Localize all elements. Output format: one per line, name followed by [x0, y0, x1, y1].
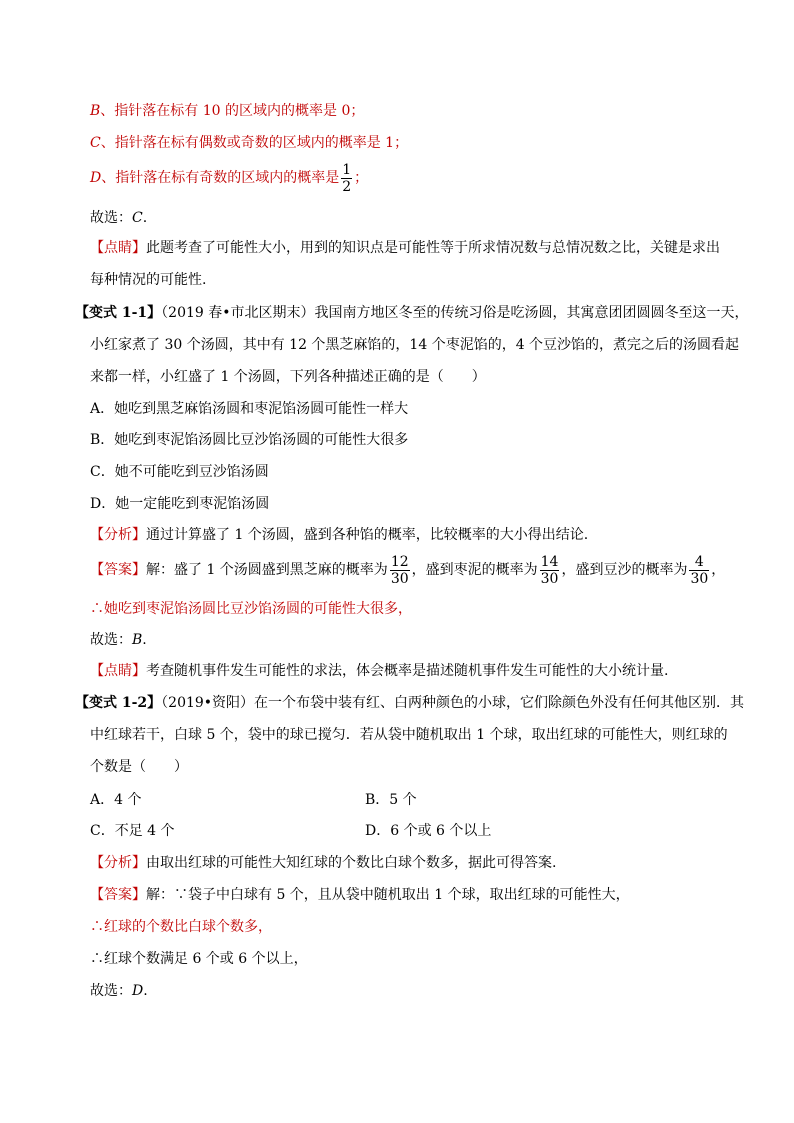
option-letter: B — [90, 103, 101, 119]
fraction-denominator: 30 — [540, 570, 559, 587]
question-11-choose — [90, 630, 147, 650]
question-12-line-3 — [90, 757, 188, 777]
fraction-numerator: 12 — [390, 553, 409, 570]
option-text: 、指针落在标有奇数的区域内的概率是 — [101, 170, 340, 186]
question-text: 小红家煮了 30 个汤圆，其中有 12 个黑芝麻馅的，14 个枣泥馅的，4 个豆沙馅的，煮完之后的汤圆看起 — [90, 337, 740, 353]
comment-tag: 【点睛】 — [90, 663, 146, 679]
choose-letter: B — [132, 632, 143, 648]
option-tail: ； — [354, 170, 369, 186]
comment-text: 每种情况的可能性. — [90, 272, 207, 288]
answer-tag: 【答案】 — [90, 887, 146, 903]
question-12-analysis — [90, 853, 556, 873]
choose-suffix: . — [142, 210, 148, 226]
option-letter: C — [90, 135, 101, 151]
fraction — [390, 554, 410, 587]
question-11-line-1 — [75, 303, 749, 323]
choose-prefix: 故选： — [90, 983, 132, 999]
question-12-option-b: B．5 个 — [365, 792, 417, 808]
question-12-result: ∴红球个数满足 6 个或 6 个以上， — [90, 951, 308, 967]
comment-line-2 — [90, 270, 206, 290]
question-text: （2019 春•市北区期末）我国南方地区冬至的传统习俗是吃汤圆，其寓意团团圆圆冬至这一天， — [161, 305, 749, 321]
question-11-comment — [90, 661, 668, 681]
analysis-tag: 【分析】 — [90, 527, 146, 543]
fraction — [341, 162, 352, 195]
answer-text: 解：盛了 1 个汤圆盛到黑芝麻的概率为 — [146, 562, 388, 578]
question-text: 中红球若干，白球 5 个，袋中的球已搅匀．若从袋中随机取出 1 个球，取出红球的可能性大，则红球的 — [90, 727, 728, 743]
question-11-analysis — [90, 525, 588, 545]
fraction-numerator: 1 — [342, 161, 352, 178]
question-tag: 【变式 1-2】 — [75, 695, 162, 711]
question-text: 个数是（ ） — [90, 759, 188, 775]
answer-text: ，盛到豆沙的概率为 — [561, 562, 688, 578]
fraction-denominator: 2 — [342, 178, 352, 195]
question-11-option-c: C．她不可能吃到豆沙馅汤圆 — [90, 464, 269, 480]
answer-text: 解：∵袋子中白球有 5 个，且从袋中随机取出 1 个球，取出红球的可能性大， — [146, 887, 630, 903]
option-text: 、指针落在标有 10 的区域内的概率是 0； — [100, 103, 365, 119]
comment-tag: 【点睛】 — [90, 240, 146, 256]
question-12-option-c: C．不足 4 个 — [90, 823, 175, 839]
fraction-numerator: 14 — [540, 553, 559, 570]
comment-text: 此题考查了可能性大小，用到的知识点是可能性等于所求情况数与总情况数之比，关键是求出 — [146, 240, 720, 256]
analysis-text: 通过计算盛了 1 个汤圆，盛到各种馅的概率，比较概率的大小得出结论. — [146, 527, 589, 543]
question-12-choose — [90, 981, 148, 1001]
question-tag: 【变式 1-1】 — [75, 305, 162, 321]
question-11-option-a: A．她吃到黑芝麻馅汤圆和枣泥馅汤圆可能性一样大 — [90, 401, 409, 417]
question-12-answer — [90, 885, 630, 905]
question-12-line-1 — [75, 693, 744, 713]
option-text: 、指针落在标有偶数或奇数的区域内的概率是 1； — [100, 135, 409, 151]
answer-tag: 【答案】 — [90, 562, 146, 578]
question-12-line-2 — [90, 725, 728, 745]
analysis-text: 由取出红球的可能性大知红球的个数比白球个数多，据此可得答案. — [146, 855, 557, 871]
fraction-numerator: 4 — [689, 554, 709, 571]
choose-letter: C — [132, 210, 143, 226]
analysis-tag: 【分析】 — [90, 855, 146, 871]
choose-prefix: 故选： — [90, 632, 132, 648]
answer-text: ， — [711, 562, 726, 578]
fraction — [540, 554, 560, 587]
question-11-line-3 — [90, 367, 486, 387]
question-11-option-d: D．她一定能吃到枣泥馅汤圆 — [90, 496, 270, 512]
question-11-answer — [90, 550, 725, 590]
question-12-option-d: D．6 个或 6 个以上 — [365, 823, 492, 839]
question-12-conclusion: ∴红球的个数比白球个数多， — [90, 919, 272, 935]
answer-text: ，盛到枣泥的概率为 — [411, 562, 538, 578]
question-text: （2019•资阳）在一个布袋中装有红、白两种颜色的小球，它们除颜色外没有任何其他区别．其 — [161, 695, 745, 711]
option-letter: D — [90, 170, 102, 186]
question-11-option-b: B．她吃到枣泥馅汤圆比豆沙馅汤圆的可能性大很多 — [90, 432, 409, 448]
fraction-denominator: 30 — [390, 570, 409, 587]
fraction — [689, 554, 709, 587]
comment-line-1 — [90, 238, 720, 258]
question-text: 来都一样，小红盛了 1 个汤圆，下列各种描述正确的是（ ） — [90, 369, 486, 385]
option-c-line — [90, 133, 408, 153]
choose-line — [90, 208, 147, 228]
choose-letter: D — [132, 983, 144, 999]
choose-suffix: . — [143, 983, 148, 999]
option-d-line — [90, 161, 368, 195]
fraction-denominator: 30 — [690, 570, 709, 587]
question-11-line-2 — [90, 335, 739, 355]
question-12-option-a: A．4 个 — [90, 792, 142, 808]
question-11-conclusion: ∴她吃到枣泥馅汤圆比豆沙馅汤圆的可能性大很多， — [90, 601, 412, 617]
comment-text: 考查随机事件发生可能性的求法，体会概率是描述随机事件发生可能性的大小统计量. — [146, 663, 669, 679]
option-b-line — [90, 101, 364, 121]
choose-suffix: . — [142, 632, 147, 648]
choose-prefix: 故选： — [90, 210, 132, 226]
